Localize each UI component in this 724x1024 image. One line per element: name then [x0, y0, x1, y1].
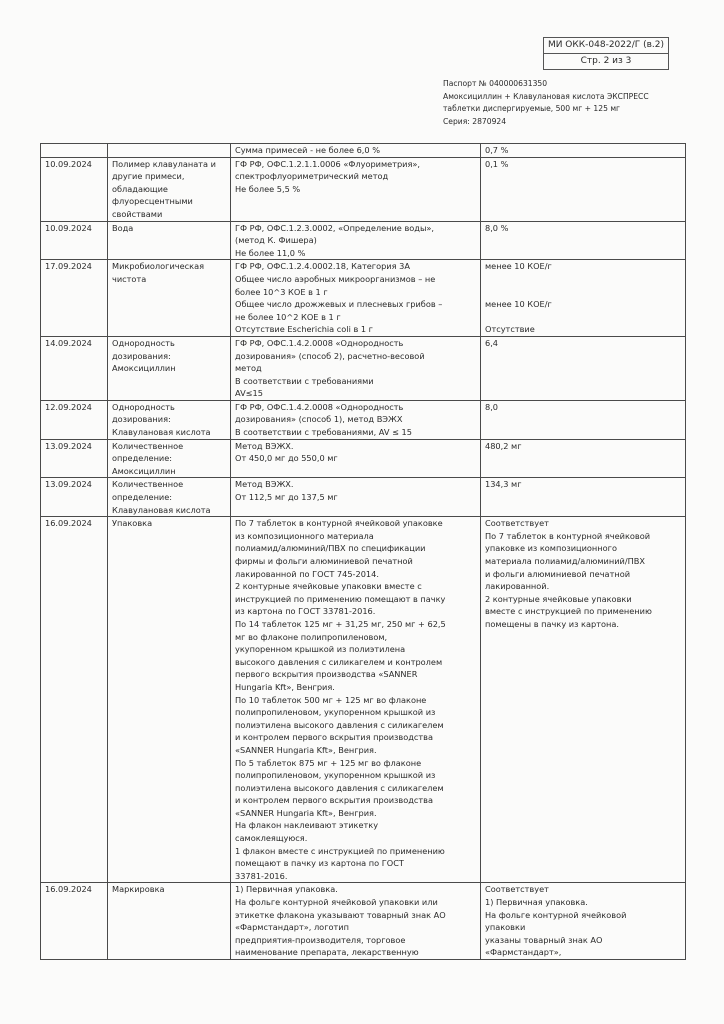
- date-cell: [41, 144, 108, 158]
- cell-line: обладающие: [112, 183, 168, 194]
- table-row: [41, 478, 686, 517]
- cell-line: ГФ РФ, ОФС.1.2.3.0002, «Определение воды»,: [235, 222, 435, 233]
- cell-line: Общее число дрожжевых и плесневых грибов –: [235, 299, 443, 310]
- cell-line: флуоресцентными: [112, 196, 193, 207]
- method-cell: [231, 144, 481, 158]
- cell-line: «SANNER Hungaria Kft», Венгрия.: [235, 807, 377, 818]
- cell-line: 33781-2016.: [235, 870, 288, 881]
- cell-line: помещают в пачку из картона по ГОСТ: [235, 858, 404, 869]
- cell-line: указаны товарный знак АО: [485, 934, 603, 945]
- method-cell: [231, 439, 481, 478]
- test-name-cell: [108, 517, 231, 883]
- table-row: [41, 260, 686, 337]
- table-row: [41, 157, 686, 221]
- result-cell: [481, 144, 686, 158]
- cell-line: Маркировка: [112, 884, 165, 895]
- cell-line: От 112,5 мг до 137,5 мг: [235, 492, 338, 503]
- cell-line: От 450,0 мг до 550,0 мг: [235, 453, 338, 464]
- date-cell: [41, 439, 108, 478]
- table-row: [41, 144, 686, 158]
- cell-line: На фольге контурной ячейковой: [485, 909, 627, 920]
- cell-line: 13.09.2024: [45, 440, 92, 451]
- cell-line: В соответствии с требованиями, AV ≤ 15: [235, 427, 412, 438]
- cell-line: лакированной.: [485, 581, 550, 592]
- cell-line: Метод ВЭЖХ.: [235, 479, 294, 490]
- cell-line: 12.09.2024: [45, 401, 92, 412]
- cell-line: [485, 286, 681, 299]
- cell-line: Вода: [112, 222, 134, 233]
- document-code: МИ ОКК-048-2022/Г (в.2): [547, 40, 665, 50]
- method-cell: [231, 517, 481, 883]
- cell-line: По 10 таблеток 500 мг + 125 мг во флаконе: [235, 694, 427, 705]
- cell-line: 2 контурные ячейковые упаковки: [485, 593, 632, 604]
- document-code-box: [543, 37, 669, 70]
- cell-line: не более 10^2 КОЕ в 1 г: [235, 311, 341, 322]
- cell-line: наименование препарата, лекарственную: [235, 947, 419, 958]
- method-cell: [231, 157, 481, 221]
- cell-line: Отсутствие Escherichia coli в 1 г: [235, 324, 373, 335]
- method-cell: [231, 883, 481, 960]
- cell-line: Сумма примесей - не более 6,0 %: [235, 145, 381, 155]
- cell-line: В соответствии с требованиями: [235, 375, 374, 386]
- date-cell: [41, 400, 108, 439]
- cell-line: 0,7 %: [485, 145, 509, 155]
- cell-line: 16.09.2024: [45, 518, 92, 529]
- cell-line: 13.09.2024: [45, 479, 92, 490]
- table-row: [41, 400, 686, 439]
- cell-line: «Фармстандарт», логотип: [235, 922, 349, 933]
- test-name-cell: [108, 400, 231, 439]
- cell-line: 10.09.2024: [45, 222, 92, 233]
- cell-line: Полимер клавуланата и: [112, 158, 216, 169]
- date-cell: [41, 336, 108, 400]
- cell-line: 0,1 %: [485, 158, 509, 169]
- cell-line: На фольге контурной ячейковой упаковки или: [235, 897, 438, 908]
- cell-line: По 5 таблеток 875 мг + 125 мг во флаконе: [235, 757, 422, 768]
- result-cell: [481, 260, 686, 337]
- cell-line: полипропиленовом, укупоренном крышкой из: [235, 707, 436, 718]
- cell-line: менее 10 КОЕ/г: [485, 261, 552, 272]
- cell-line: ГФ РФ, ОФС.1.4.2.0008 «Однородность: [235, 401, 404, 412]
- cell-line: вместе с инструкцией по применению: [485, 606, 652, 617]
- cell-line: На флакон наклеивают этикетку: [235, 820, 379, 831]
- cell-line: другие примеси,: [112, 171, 185, 182]
- test-name-cell: [108, 144, 231, 158]
- cell-line: Клавулановая кислота: [112, 504, 211, 515]
- cell-line: дозирования:: [112, 414, 171, 425]
- test-name-cell: [108, 157, 231, 221]
- cell-line: 1) Первичная упаковка.: [485, 897, 588, 908]
- cell-line: укупоренном крышкой из полиэтилена: [235, 644, 406, 655]
- cell-line: [485, 311, 681, 324]
- cell-line: 1 флакон вместе с инструкцией по применению: [235, 845, 445, 856]
- test-name-cell: [108, 336, 231, 400]
- method-cell: [231, 221, 481, 260]
- cell-line: Однородность: [112, 401, 175, 412]
- cell-line: По 7 таблеток в контурной ячейковой упаковке: [235, 518, 443, 529]
- cell-line: из композиционного материала: [235, 530, 374, 541]
- date-cell: [41, 478, 108, 517]
- cell-line: полипропиленовом, укупоренном крышкой из: [235, 770, 436, 781]
- cell-line: Количественное: [112, 440, 184, 451]
- cell-line: фирмы и фольги алюминиевой печатной: [235, 556, 413, 566]
- cell-line: чистота: [112, 273, 147, 284]
- cell-line: упаковки: [485, 922, 526, 933]
- cell-line: ГФ РФ, ОФС.1.2.4.0002.18, Категория 3А: [235, 261, 410, 272]
- cell-line: Упаковка: [112, 518, 153, 529]
- cell-line: По 14 таблеток 125 мг + 31,25 мг, 250 мг + 62,5: [235, 618, 446, 629]
- result-cell: [481, 517, 686, 883]
- date-cell: [41, 883, 108, 960]
- cell-line: Амоксициллин: [112, 363, 176, 374]
- cell-line: Общее число аэробных микроорганизмов – не: [235, 273, 436, 284]
- cell-line: 10.09.2024: [45, 158, 92, 169]
- cell-line: [485, 273, 681, 286]
- method-cell: [231, 478, 481, 517]
- result-cell: [481, 336, 686, 400]
- cell-line: самоклеящуюся.: [235, 833, 308, 844]
- result-cell: [481, 883, 686, 960]
- cell-line: 134,3 мг: [485, 479, 522, 490]
- cell-line: спектрофлуориметрический метод: [235, 171, 389, 182]
- cell-line: полиэтилена высокого давления с силикагелем: [235, 719, 444, 730]
- cell-line: AV≤15: [235, 388, 263, 399]
- cell-line: 16.09.2024: [45, 884, 92, 895]
- cell-line: и фольги алюминиевой печатной: [485, 568, 631, 579]
- cell-line: Однородность: [112, 337, 175, 348]
- cell-line: Hungaria Kft», Венгрия.: [235, 681, 335, 692]
- passport-number: Паспорт № 040000631350: [443, 79, 548, 88]
- cell-line: Количественное: [112, 479, 184, 490]
- cell-line: дозирования» (способ 2), расчетно-весовой: [235, 350, 425, 361]
- cell-line: определение:: [112, 492, 173, 503]
- test-name-cell: [108, 478, 231, 517]
- cell-line: мг во флаконе полипропиленовом,: [235, 631, 388, 642]
- cell-line: (метод К. Фишера): [235, 235, 317, 246]
- cell-line: ГФ РФ, ОФС.1.2.1.1.0006 «Флуориметрия»,: [235, 158, 421, 169]
- cell-line: инструкцией по применению помещают в пачку: [235, 593, 446, 604]
- product-form: таблетки диспергируемые, 500 мг + 125 мг: [443, 104, 621, 114]
- method-cell: [231, 400, 481, 439]
- test-results-table: [40, 143, 686, 960]
- test-name-cell: [108, 260, 231, 337]
- test-name-cell: [108, 883, 231, 960]
- result-cell: [481, 221, 686, 260]
- page-number: Стр. 2 из 3: [544, 53, 668, 69]
- cell-line: 8,0 %: [485, 222, 509, 233]
- cell-line: дозирования» (способ 1), метод ВЭЖХ: [235, 414, 403, 425]
- cell-line: лакированной по ГОСТ 745-2014.: [235, 568, 379, 579]
- cell-line: полиамид/алюминий/ПВХ по спецификации: [235, 543, 426, 554]
- cell-line: Не более 11,0 %: [235, 247, 306, 258]
- cell-line: 2 контурные ячейковые упаковки вместе с: [235, 581, 422, 592]
- result-cell: [481, 478, 686, 517]
- result-cell: [481, 400, 686, 439]
- cell-line: материала полиамид/алюминий/ПВХ: [485, 556, 646, 566]
- cell-line: Микробиологическая: [112, 261, 205, 272]
- cell-line: первого вскрытия производства «SANNER: [235, 669, 418, 680]
- result-cell: [481, 157, 686, 221]
- table-row: [41, 883, 686, 960]
- cell-line: 17.09.2024: [45, 261, 92, 272]
- cell-line: 6,4: [485, 337, 499, 348]
- cell-line: высокого давления с силикагелем и контролем: [235, 656, 443, 667]
- cell-line: определение:: [112, 453, 173, 464]
- cell-line: предприятия-производителя, торговое: [235, 934, 406, 945]
- date-cell: [41, 517, 108, 883]
- cell-line: 8,0: [485, 401, 499, 412]
- cell-line: из картона по ГОСТ 33781-2016.: [235, 606, 376, 617]
- cell-line: «SANNER Hungaria Kft», Венгрия.: [235, 744, 377, 755]
- passport-header: [443, 78, 693, 128]
- cell-line: помещены в пачку из картона.: [485, 618, 619, 629]
- cell-line: Соответствует: [485, 518, 549, 529]
- cell-line: полиэтилена высокого давления с силикагелем: [235, 782, 444, 793]
- cell-line: этикетке флакона указывают товарный знак АО: [235, 909, 446, 920]
- cell-line: 1) Первичная упаковка.: [235, 884, 338, 895]
- date-cell: [41, 260, 108, 337]
- cell-line: ГФ РФ, ОФС.1.4.2.0008 «Однородность: [235, 337, 404, 348]
- cell-line: Метод ВЭЖХ.: [235, 440, 294, 451]
- table-row: [41, 517, 686, 883]
- test-name-cell: [108, 221, 231, 260]
- date-cell: [41, 157, 108, 221]
- cell-line: Соответствует: [485, 884, 549, 895]
- cell-line: метод: [235, 363, 262, 374]
- table-row: [41, 336, 686, 400]
- cell-line: и контролем первого вскрытия производства: [235, 732, 433, 743]
- cell-line: 480,2 мг: [485, 440, 522, 451]
- method-cell: [231, 260, 481, 337]
- product-name: Амоксициллин + Клавулановая кислота ЭКСПРЕСС: [443, 91, 649, 101]
- method-cell: [231, 336, 481, 400]
- batch-number: Серия: 2870924: [443, 116, 507, 126]
- cell-line: 14.09.2024: [45, 337, 92, 348]
- cell-line: Клавулановая кислота: [112, 427, 211, 438]
- cell-line: и контролем первого вскрытия производства: [235, 795, 433, 806]
- cell-line: По 7 таблеток в контурной ячейковой: [485, 530, 651, 541]
- table-row: [41, 221, 686, 260]
- test-name-cell: [108, 439, 231, 478]
- cell-line: Отсутствие: [485, 324, 535, 335]
- result-cell: [481, 439, 686, 478]
- table-row: [41, 439, 686, 478]
- cell-line: более 10^3 КОЕ в 1 г: [235, 286, 328, 297]
- cell-line: Не более 5,5 %: [235, 183, 301, 194]
- cell-line: менее 10 КОЕ/г: [485, 299, 552, 310]
- cell-line: дозирования:: [112, 350, 171, 361]
- date-cell: [41, 221, 108, 260]
- cell-line: упаковке из композиционного: [485, 543, 617, 554]
- cell-line: свойствами: [112, 208, 163, 219]
- cell-line: «Фармстандарт»,: [485, 947, 562, 958]
- cell-line: Амоксициллин: [112, 465, 176, 476]
